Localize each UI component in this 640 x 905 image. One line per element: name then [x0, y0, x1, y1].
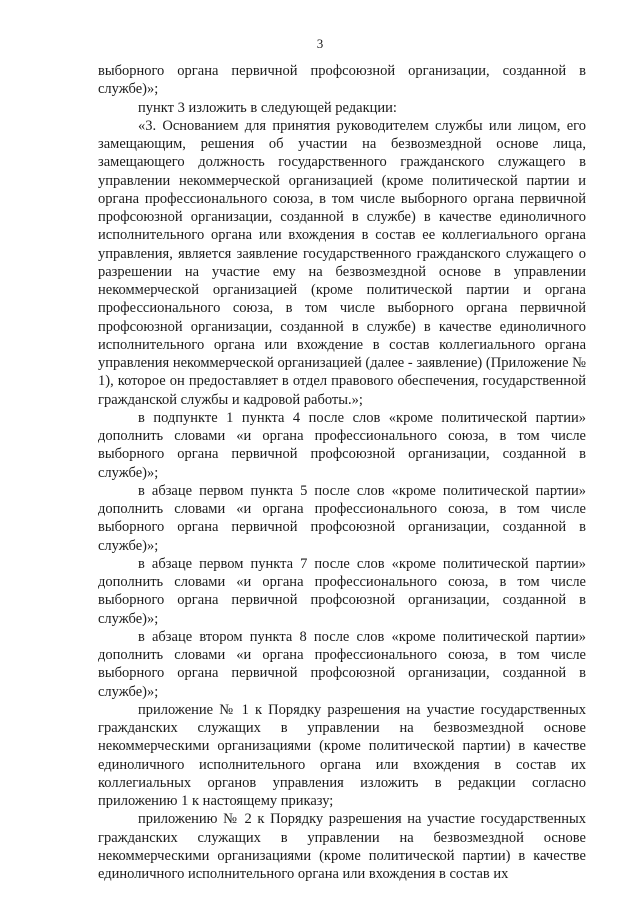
paragraph-item-8: в абзаце втором пункта 8 после слов «кроме политической партии» дополнить словами «и органа профессионального союза, в том числе выборного органа первичной профсоюзной организации, созданной в службе)»;	[98, 628, 586, 700]
paragraph-item-5: в абзаце первом пункта 5 после слов «кроме политической партии» дополнить словами «и органа профессионального союза, в том числе выборного органа первичной профсоюзной организации, созданной в службе)»;	[98, 482, 586, 554]
paragraph-item-3-text: «3. Основанием для принятия руководителем службы или лицом, его замещающим, решения об участии на безвозмездной основе лица, замещающего должность государственного гражданского служащего в управлении некоммерческой организацией (кроме политической партии и органа профессионального союза, в том числе выборного органа первичной профсоюзной организации, созданной в службе) в качестве единоличного исполнительного органа или вхождения в состав ее коллегиального органа управления, является заявление государственного гражданского служащего о разрешении на участие ему на безвозмездной основе в управлении некоммерческой организацией (кроме политической партии и органа профессионального союза, в том числе выборного органа первичной профсоюзной организации, созданной в службе) в качестве единоличного исполнительного органа или вхождение в состав коллегиального органа управления некоммерческой организацией (далее - заявление) (Приложение № 1), которое он предоставляет в отдел правового обеспечения, государственной гражданской службы и кадровой работы.»;	[98, 117, 587, 408]
paragraph-item-3-intro: пункт 3 изложить в следующей редакции:	[138, 99, 397, 116]
paragraph-item-4: в подпункте 1 пункта 4 после слов «кроме политической партии» дополнить словами «и органа профессионального союза, в том числе выборного органа первичной профсоюзной организации, созданной в службе)»;	[98, 409, 586, 481]
document-body	[98, 62, 586, 883]
paragraph-continuation: выборного органа первичной профсоюзной организации, созданной в службе)»;	[98, 63, 586, 98]
page-number: 3	[316, 36, 324, 51]
paragraph-appendix-1: приложение № 1 к Порядку разрешения на участие государственных гражданских служащих в управлении на безвозмездной основе некоммерческими организациями (кроме политической партии) в качестве единоличного исполнительного органа или вхождения в состав их коллегиальных органов управления изложить в редакции согласно приложению 1 к настоящему приказу;	[98, 701, 586, 809]
paragraph-appendix-2: приложению № 2 к Порядку разрешения на участие государственных гражданских служащих в управлении на безвозмездной основе некоммерческими организациями (кроме политической партии) в качестве единоличного исполнительного органа или вхождения в состав их	[98, 811, 586, 882]
paragraph-item-7: в абзаце первом пункта 7 после слов «кроме политической партии» дополнить словами «и органа профессионального союза, в том числе выборного органа первичной профсоюзной организации, созданной в службе)»;	[98, 555, 586, 627]
